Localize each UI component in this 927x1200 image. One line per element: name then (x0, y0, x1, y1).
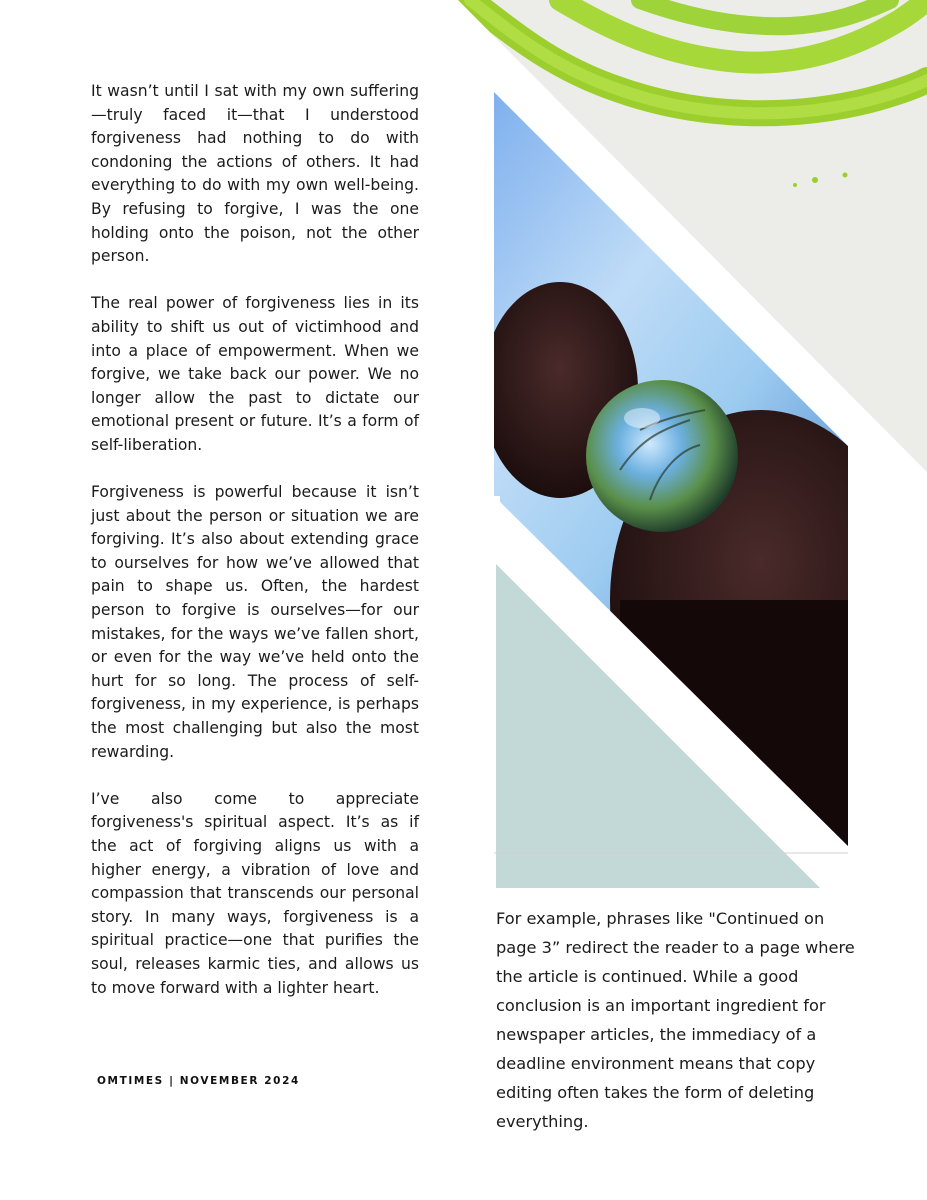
paragraph-4: I’ve also come to appreciate forgiveness's spiritual aspect. It’s as if the act of forgiving aligns us with a higher energy, a vibration of love and compassion that transcends our personal story. In many ways, forgiveness is a spiritual practice—one that purifies the soul, releases karmic ties, and allows us to move forward with a lighter heart. (91, 789, 419, 997)
article-right-column (496, 904, 856, 1136)
paragraph-1: It wasn’t until I sat with my own suffering—truly faced it—that I understood forgiveness had nothing to do with condoning the actions of others. It had everything to do with my own well-being. By refusing to forgive, I was the one holding onto the poison, not the other person. (91, 82, 419, 266)
article-left-column (91, 80, 419, 1024)
right-paragraph: For example, phrases like "Continued on page 3” redirect the reader to a page where the article is continued. While a good conclusion is an important ingredient for newspaper articles, the immediacy of a deadline environment means that copy editing often takes the form of deleting everything. (496, 909, 855, 1131)
paragraph-3: Forgiveness is powerful because it isn’t just about the person or situation we are forgiving. It’s also about extending grace to ourselves for how we’ve allowed that pain to shape us. Often, the hardest person to forgive is ourselves—for our mistakes, for the ways we’ve fallen short, or even for the way we’ve held onto the hurt for so long. The process of self-forgiveness, in my experience, is perhaps the most challenging but also the most rewarding. (91, 483, 419, 761)
page-footer: OMTIMES | NOVEMBER 2024 (97, 1075, 300, 1087)
paragraph-2: The real power of forgiveness lies in its ability to shift us out of victimhood and into a place of empowerment. When we forgive, we take back our power. We no longer allow the past to dictate our emotional present or future. It’s a form of self-liberation. (91, 294, 419, 454)
